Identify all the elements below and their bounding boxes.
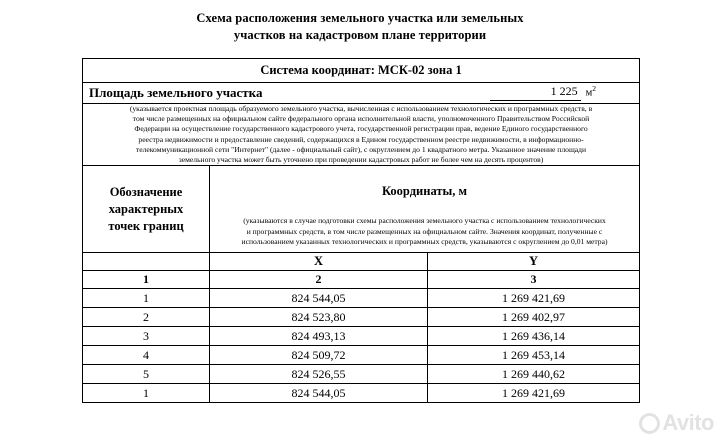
area-note-line-6: земельного участка может быть уточнено при проведении кадастровых работ не более чем на десять процентов) — [178, 155, 544, 165]
table-row — [83, 346, 640, 365]
cell-x: 824 544,05 — [210, 384, 428, 403]
cell-point: 2 — [83, 308, 210, 327]
coordinates-note — [210, 216, 639, 252]
cell-y: 1 269 436,14 — [428, 327, 640, 346]
area-value-group — [490, 82, 631, 102]
column-number-x: 2 — [210, 271, 428, 289]
column-number-row — [83, 271, 640, 289]
page-title-line-1: Схема расположения земельного участка или земельных — [196, 11, 524, 25]
cell-point: 4 — [83, 346, 210, 365]
cell-y: 1 269 440,62 — [428, 365, 640, 384]
column-number-points: 1 — [83, 271, 210, 289]
coordinates-note-line-3: использованием указанных технологических и программных средств, указываются с округлением до 0,01 метра) — [241, 237, 608, 247]
area-note-row — [83, 104, 640, 166]
cell-x: 824 493,13 — [210, 327, 428, 346]
table-row — [83, 327, 640, 346]
table-row — [83, 384, 640, 403]
avito-watermark — [639, 410, 714, 436]
table-row — [83, 308, 640, 327]
cell-point: 3 — [83, 327, 210, 346]
cell-point: 5 — [83, 365, 210, 384]
area-note-line-2: том числе размещенных на официальном сайте федерального органа исполнительной власти, уполномоченного Правительством Российской — [132, 114, 590, 124]
header-points-line-1: Обозначение — [109, 184, 183, 199]
avito-watermark-text: Avito — [662, 410, 714, 435]
cell-point: 1 — [83, 289, 210, 308]
area-value: 1 225 — [490, 84, 581, 101]
page-title — [0, 0, 720, 44]
coordinates-note-line-1: (указываются в случае подготовки схемы расположения земельного участка с использованием технологических — [243, 216, 606, 226]
column-number-y: 3 — [428, 271, 640, 289]
area-note-line-5: телекоммуникационной сети "Интернет" (далее - официальный сайт), с округлением до 1 квадратного метра. Указанное значение площади — [135, 144, 587, 154]
cell-y: 1 269 421,69 — [428, 384, 640, 403]
table-header-row — [83, 166, 640, 253]
cell-x: 824 526,55 — [210, 365, 428, 384]
area-unit: $м^2$ — [585, 83, 597, 98]
coordinate-system-row — [83, 59, 640, 83]
axis-header-y: Y — [428, 253, 640, 271]
coordinates-note-line-2: и программных средств, в том числе размещенных на официальном сайте. Значения координат, полученные с — [246, 226, 603, 236]
avito-logo-icon — [639, 413, 660, 434]
area-note-line-4: реестра недвижимости и предоставление сведений, содержащихся в Едином государственном реестре недвижимости, в информационно- — [138, 134, 584, 144]
header-points-line-3: точек границ — [108, 218, 184, 233]
header-characteristic-points — [83, 166, 210, 253]
area-row — [83, 83, 640, 104]
coordinate-system-label: Система координат: МСК-02 зона 1 — [83, 59, 640, 83]
axis-header-x: X — [210, 253, 428, 271]
page-title-line-2: участков на кадастровом плане территории — [233, 28, 487, 42]
header-points-line-2: характерных — [108, 201, 184, 216]
cell-y: 1 269 402,97 — [428, 308, 640, 327]
area-note — [83, 104, 640, 166]
cell-y: 1 269 453,14 — [428, 346, 640, 365]
cell-point: 1 — [83, 384, 210, 403]
area-cell — [83, 83, 640, 104]
axis-header-row — [83, 253, 640, 271]
cadastral-scheme-table — [82, 58, 639, 403]
table-row — [83, 365, 640, 384]
area-note-line-1: (указывается проектная площадь образуемого земельного участка, вычисленная с использованием технологических и программных средств, в — [129, 104, 593, 113]
cell-x: 824 523,80 — [210, 308, 428, 327]
area-label: Площадь земельного участка — [89, 85, 263, 100]
cell-x: 824 509,72 — [210, 346, 428, 365]
area-note-line-3: Федерации на осуществление государственного кадастрового учета, государственной регистрации прав, ведение Единого государственного — [134, 124, 588, 134]
header-coordinates-title: Координаты, м — [381, 184, 468, 199]
header-coordinates — [210, 166, 640, 253]
cell-y: 1 269 421,69 — [428, 289, 640, 308]
cell-x: 824 544,05 — [210, 289, 428, 308]
table-row — [83, 289, 640, 308]
axis-header-blank — [83, 253, 210, 271]
